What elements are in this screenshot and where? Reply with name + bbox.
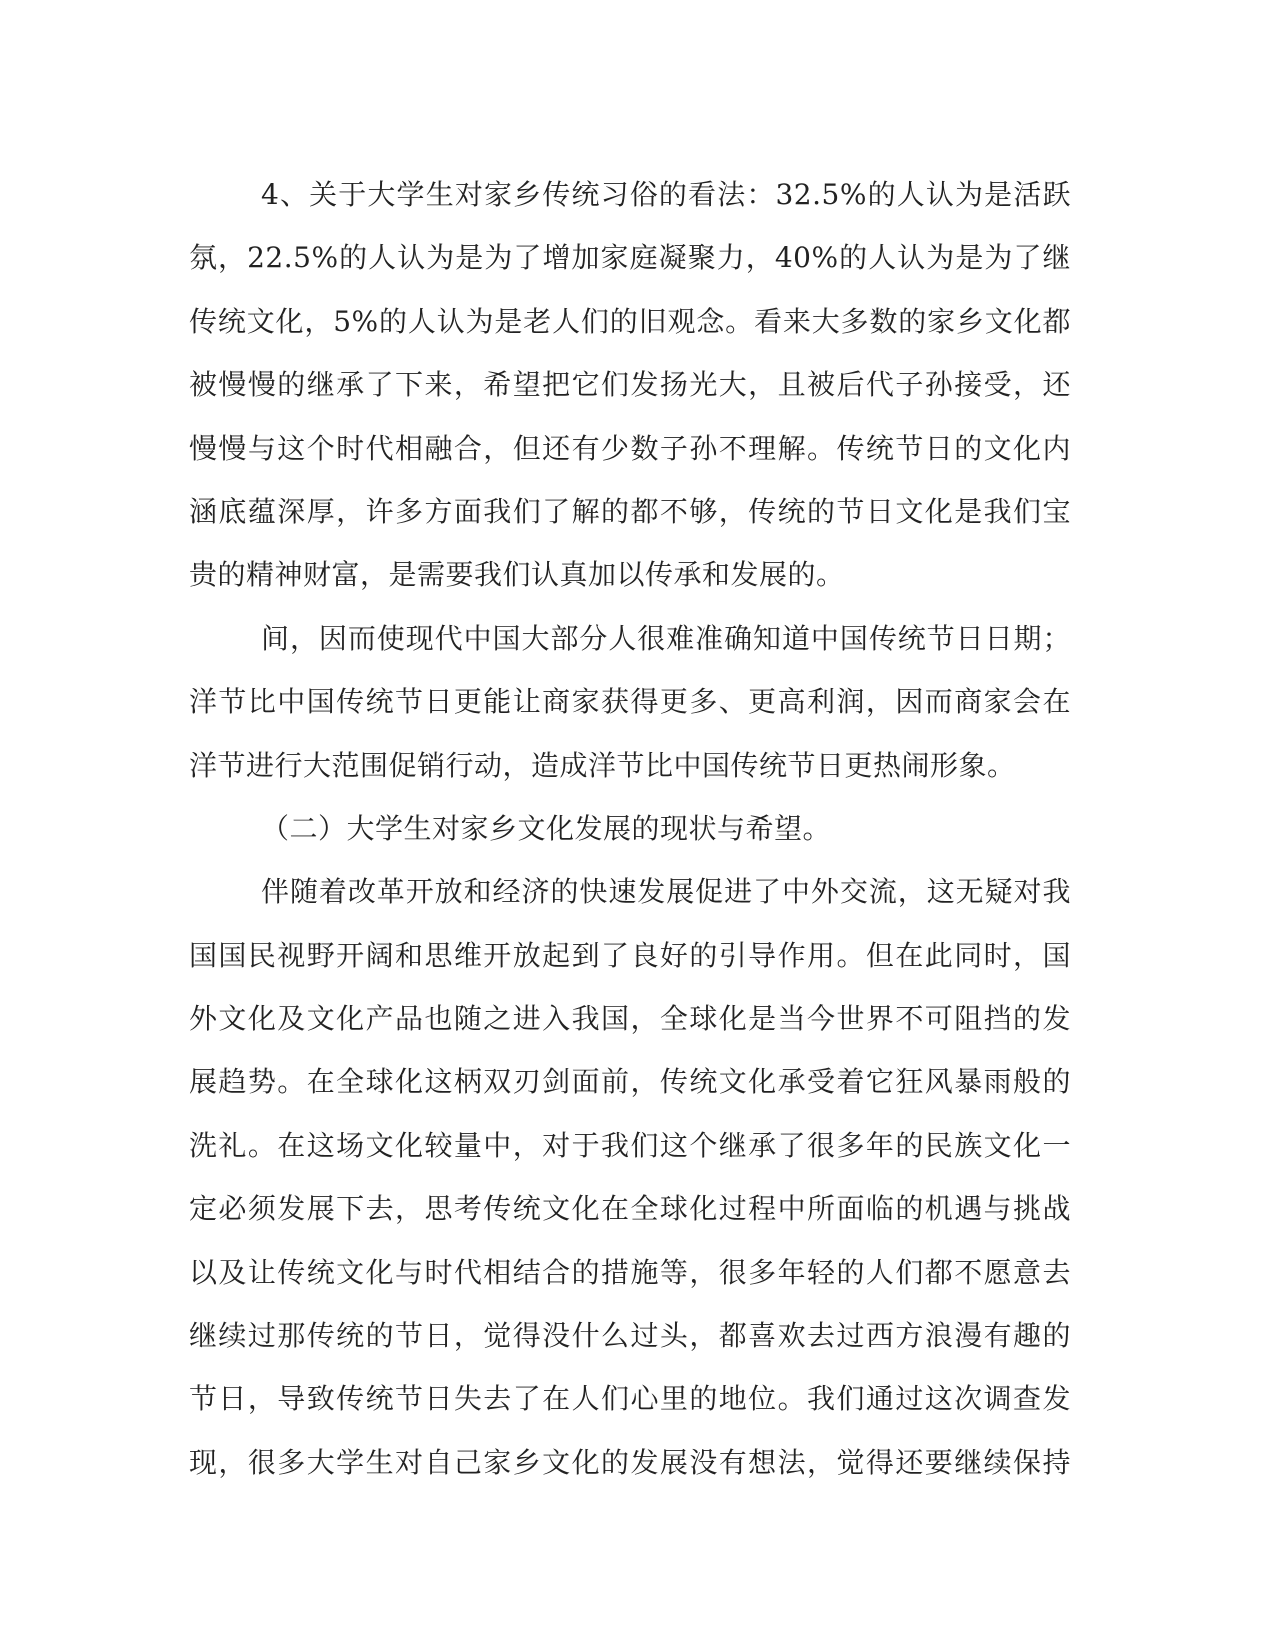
text-line: 氛，22.5%的人认为是为了增加家庭凝聚力，40%的人认为是为了继: [189, 241, 1071, 275]
text-line: 以及让传统文化与时代相结合的措施等，很多年轻的人们都不愿意去: [189, 1255, 1071, 1289]
text-line: 节日，导致传统节日失去了在人们心里的地位。我们通过这次调查发: [189, 1382, 1071, 1416]
text-line: 现，很多大学生对自己家乡文化的发展没有想法，觉得还要继续保持: [189, 1445, 1071, 1479]
document-body: [189, 163, 1071, 1494]
text-line: 洋节比中国传统节日更能让商家获得更多、更高利润，因而商家会在: [189, 685, 1071, 719]
text-line: 洋节进行大范围促销行动，造成洋节比中国传统节日更热闹形象。: [189, 748, 1016, 782]
text-line: 间，因而使现代中国大部分人很难准确知道中国传统节日日期；: [261, 621, 1071, 655]
text-line: 定必须发展下去，思考传统文化在全球化过程中所面临的机遇与挑战: [189, 1192, 1071, 1226]
text-line: 涵底蕴深厚，许多方面我们了解的都不够，传统的节日文化是我们宝: [189, 494, 1071, 528]
text-line: 外文化及文化产品也随之进入我国，全球化是当今世界不可阻挡的发: [189, 1002, 1071, 1036]
text-line: 贵的精神财富，是需要我们认真加以传承和发展的。: [189, 558, 845, 592]
text-line: 被慢慢的继承了下来，希望把它们发扬光大，且被后代子孙接受，还: [189, 368, 1071, 402]
text-line: 洗礼。在这场文化较量中，对于我们这个继承了很多年的民族文化一: [189, 1128, 1071, 1162]
text-line: 展趋势。在全球化这柄双刃剑面前，传统文化承受着它狂风暴雨般的: [189, 1065, 1071, 1099]
text-line: （二）大学生对家乡文化发展的现状与希望。: [261, 811, 832, 845]
text-line: 伴随着改革开放和经济的快速发展促进了中外交流，这无疑对我: [261, 875, 1071, 909]
text-line: 继续过那传统的节日，觉得没什么过头，都喜欢去过西方浪漫有趣的: [189, 1319, 1071, 1353]
text-line: 慢慢与这个时代相融合，但还有少数子孙不理解。传统节日的文化内: [189, 431, 1071, 465]
text-line: 传统文化，5%的人认为是老人们的旧观念。看来大多数的家乡文化都: [189, 304, 1071, 338]
text-line: 国国民视野开阔和思维开放起到了良好的引导作用。但在此同时，国: [189, 938, 1071, 972]
text-line: 4、关于大学生对家乡传统习俗的看法：32.5%的人认为是活跃: [261, 178, 1071, 211]
